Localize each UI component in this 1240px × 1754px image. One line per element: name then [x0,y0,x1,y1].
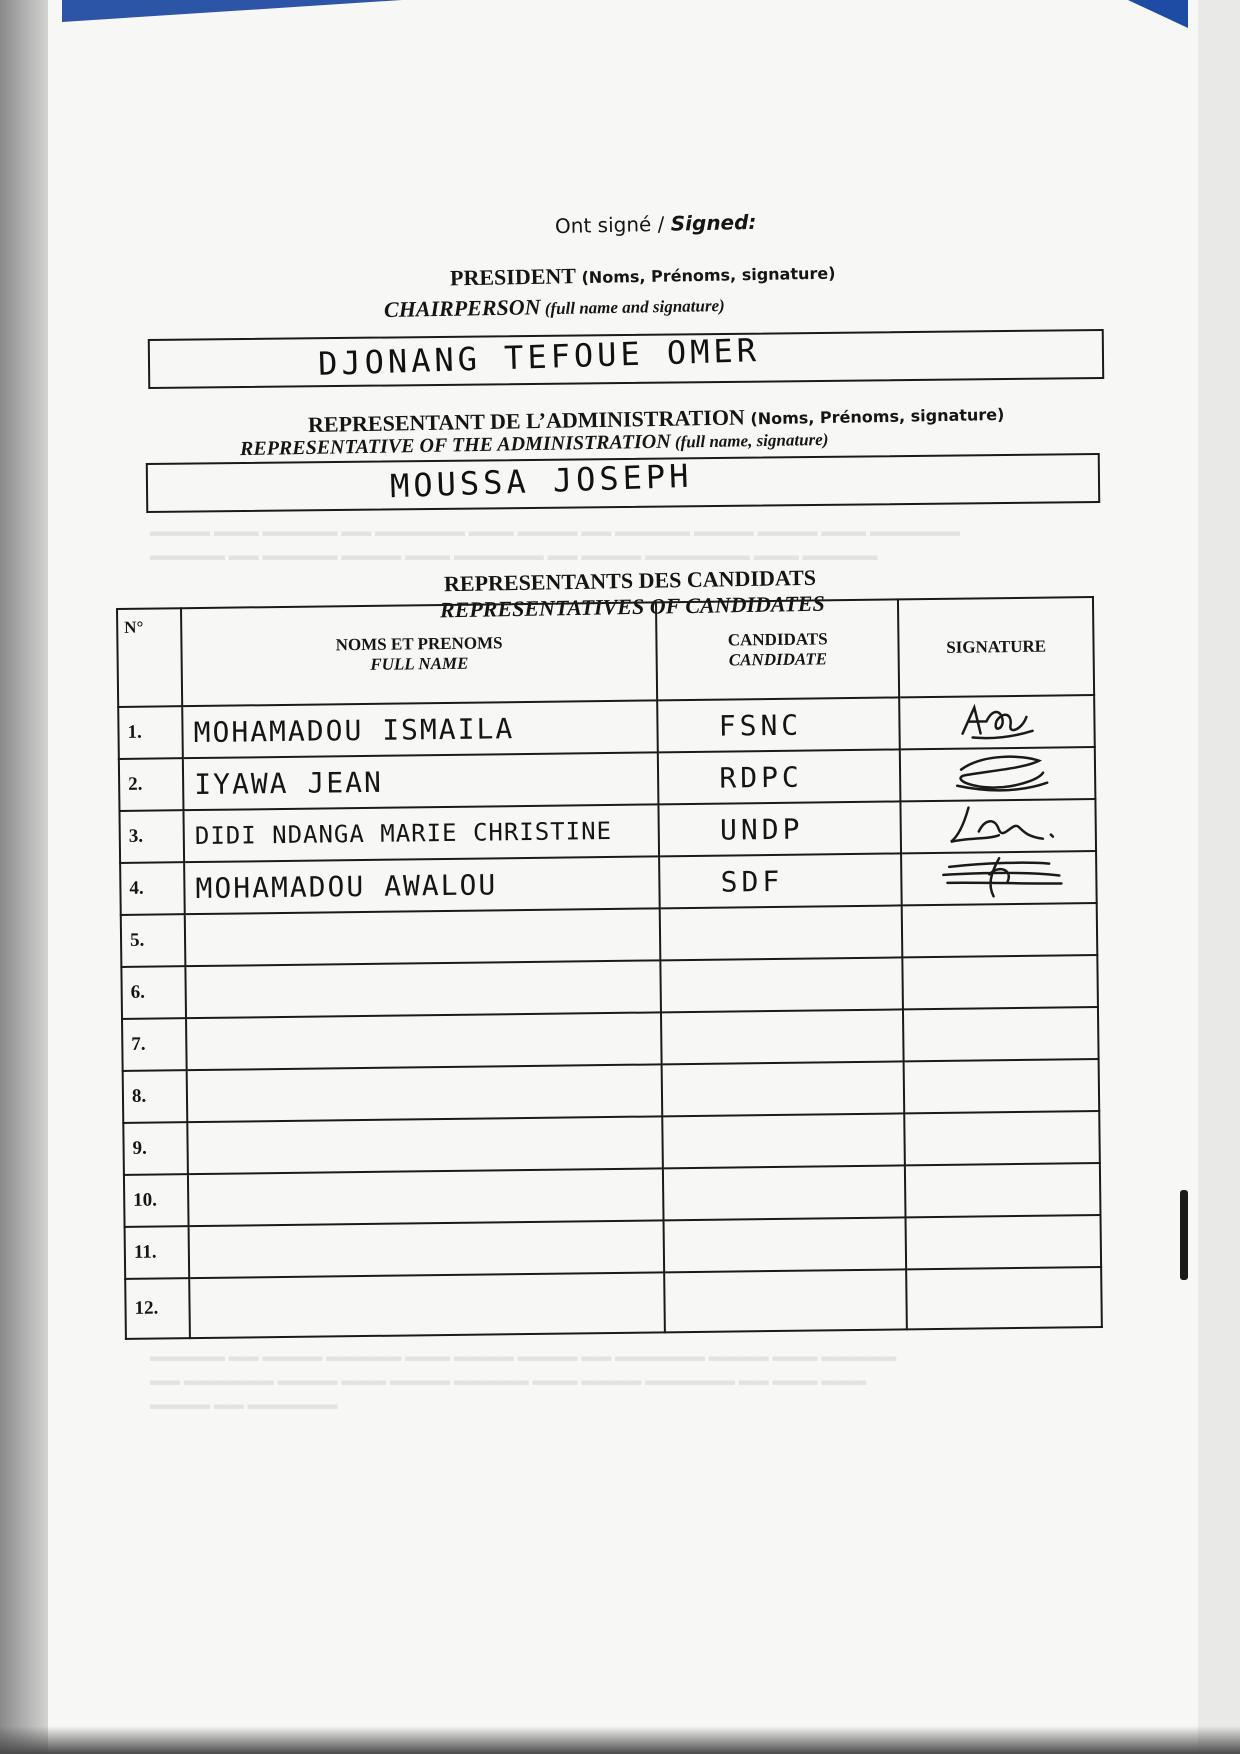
row-number: 7. [122,1018,187,1071]
row-full-name [186,1012,662,1070]
col-header-number: N° [117,608,182,707]
row-full-name: MOHAMADOU AWALOU [184,856,660,914]
row-signature [904,1111,1099,1165]
row-number: 10. [124,1174,189,1227]
row-full-name [188,1168,664,1226]
page-shadow-bottom [0,1726,1240,1754]
row-number: 2. [119,758,184,811]
row-full-name [187,1116,663,1174]
row-signature [899,695,1094,749]
blue-corner-mark-left [62,0,402,22]
row-signature [901,799,1096,853]
row-number: 9. [123,1122,188,1175]
row-full-name: MOHAMADOU ISMAILA [182,700,658,758]
handwritten-signature-icon [942,749,1053,796]
row-number: 1. [118,706,183,759]
administration-heading-fr: REPRESENTANT DE L’ADMINISTRATION (Noms, Prénoms, signature) [307,404,1005,438]
row-full-name [187,1064,663,1122]
row-number: 5. [121,914,186,967]
row-full-name [185,908,661,966]
candidates-heading-en: REPRESENTATIVES OF CANDIDATES [439,590,825,623]
signed-heading-fr: Ont signé / [554,211,671,239]
row-signature [903,1007,1098,1061]
row-candidate [663,1165,906,1220]
row-number: 4. [120,862,185,915]
table-row [125,1267,1102,1339]
candidates-heading-fr: REPRESENTANTS DES CANDIDATS [443,564,817,597]
row-candidate [661,1009,904,1064]
col-header-candidate: CANDIDATS CANDIDATE [656,599,899,700]
row-candidate [660,905,903,960]
col-header-full-name: NOMS ET PRENOMS FULL NAME [181,602,657,706]
row-number: 11. [125,1226,190,1279]
row-candidate: UNDP [659,801,902,856]
row-full-name [189,1220,665,1278]
row-full-name: IYAWA JEAN [183,752,659,810]
row-candidate: SDF [659,853,902,908]
row-full-name [189,1272,665,1338]
blue-corner-mark-right [1128,0,1188,28]
row-number: 8. [123,1070,188,1123]
row-candidate [662,1061,905,1116]
president-heading-fr: PRESIDENT (Noms, Prénoms, signature) [449,263,836,291]
president-heading-en: CHAIRPERSON (full name and signature) [383,294,725,322]
handwritten-signature-icon [938,801,1059,848]
administration-name-value: MOUSSA JOSEPH [389,456,694,506]
row-number: 3. [119,810,184,863]
row-candidate: FSNC [657,697,900,752]
row-signature [900,747,1095,801]
signed-heading [555,210,757,238]
row-signature [906,1267,1101,1329]
handwritten-signature-icon [952,699,1043,742]
administration-heading-en: REPRESENTATIVE OF THE ADMINISTRATION (full name, signature) [239,429,829,461]
representatives-table [116,596,1103,1340]
row-signature [902,903,1097,957]
bleed-through-text: ▬▬▬▬ ▬▬▬ ▬▬▬▬▬ ▬▬ ▬▬▬▬▬▬ ▬▬▬ ▬▬▬▬ ▬▬ ▬▬▬▬▬ ▬▬▬▬ ▬▬▬▬ ▬▬▬ ▬▬▬▬▬▬ ▬▬▬▬▬ ▬▬ ▬▬▬▬▬ ▬▬▬▬ ▬▬▬ ▬▬▬▬▬▬ ▬▬ ▬▬▬▬ ▬▬▬▬▬▬▬ ▬▬▬ ▬▬▬▬▬ [150,524,960,564]
row-candidate [663,1113,906,1168]
table-header-row [117,597,1094,707]
row-signature [901,851,1096,905]
bleed-through-text: ▬▬▬▬▬ ▬▬ ▬▬▬▬ ▬▬▬▬▬ ▬▬▬ ▬▬▬▬ ▬▬▬▬ ▬▬ ▬▬▬▬▬▬ ▬▬▬▬ ▬▬▬ ▬▬▬▬▬ ▬▬ ▬▬▬▬▬▬ ▬▬▬▬ ▬▬▬ ▬▬▬▬ ▬▬▬▬▬ ▬▬▬ ▬▬▬▬ ▬▬▬▬▬▬ ▬▬ ▬▬▬ ▬▬▬ ▬▬▬▬ ▬▬ ▬▬▬▬▬▬ [150,1349,897,1413]
president-name-value: DJONANG TEFOUE OMER [317,331,761,383]
row-signature [906,1215,1101,1269]
row-signature [905,1163,1100,1217]
handwritten-signature-icon [929,853,1070,899]
row-signature [904,1059,1099,1113]
col-header-signature: SIGNATURE [898,597,1094,697]
row-signature [903,955,1098,1009]
row-number: 6. [121,966,186,1019]
row-candidate: RDPC [658,749,901,804]
page-edge-mark [1180,1190,1188,1280]
row-candidate [661,957,904,1012]
signed-heading-en: Signed: [670,209,757,236]
row-full-name [185,960,661,1018]
row-number: 12. [125,1278,190,1339]
row-candidate [664,1217,907,1272]
row-candidate [664,1269,907,1332]
row-full-name: DIDI NDANGA MARIE CHRISTINE [184,804,660,862]
